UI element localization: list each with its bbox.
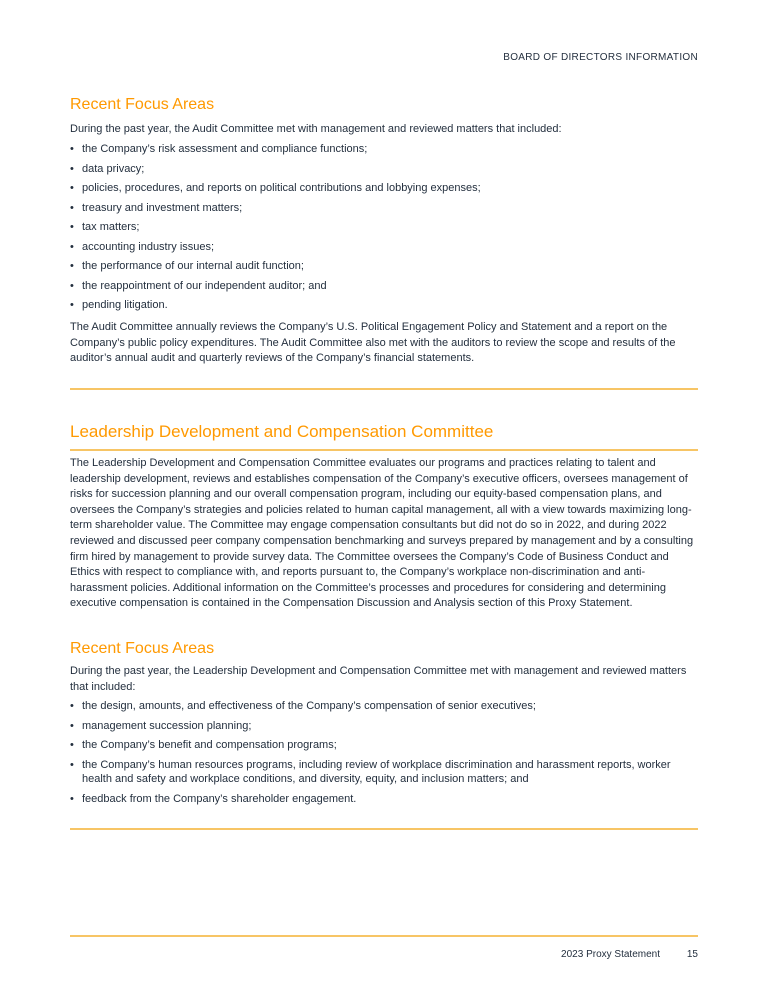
- list-item: • the performance of our internal audit function;: [70, 259, 698, 274]
- ldcc-heading: Leadership Development and Compensation Committee: [70, 422, 494, 441]
- section-divider: [70, 828, 698, 830]
- list-item: • the reappointment of our independent auditor; and: [70, 279, 698, 294]
- list-item: • feedback from the Company’s shareholder engagement.: [70, 792, 698, 807]
- list-item: • the Company’s risk assessment and compliance functions;: [70, 142, 698, 157]
- audit-focus-heading: Recent Focus Areas: [70, 96, 215, 113]
- audit-closing-paragraph: The Audit Committee annually reviews the Company’s U.S. Political Engagement Policy and Statement and a report on the Company’s public policy expenditures. The Audit Committee also met with the auditors to review the scope and results of the auditor’s annual audit and quarterly reviews of the Company’s financial statements.: [70, 321, 676, 365]
- list-item: • the Company’s human resources programs, including review of workplace discrimination and harassment reports, worker health and safety and workplace conditions, and diversity, equity, and inclusion matters; and: [70, 758, 698, 787]
- list-item: • the design, amounts, and effectiveness of the Company’s compensation of senior executives;: [70, 699, 698, 714]
- list-item: • management succession planning;: [70, 719, 698, 734]
- list-item: • pending litigation.: [70, 298, 698, 313]
- ldcc-focus-intro: During the past year, the Leadership Development and Compensation Committee met with management and reviewed matters that included:: [70, 665, 687, 693]
- page-number: 15: [686, 949, 698, 960]
- list-item: • tax matters;: [70, 220, 698, 235]
- list-item: • accounting industry issues;: [70, 240, 698, 255]
- ldcc-description: The Leadership Development and Compensation Committee evaluates our programs and practices relating to talent and leadership development, reviews and establishes compensation of the Company’s executive officers, oversees management of risks for succession planning and our overall compensation program, including our equity-based compensation plans, and oversees the Company’s strategies and policies related to human capital management, all with a view towards maximizing long-term shareholder value. The Committee may engage compensation consultants but did not do so in 2022, and during 2022 reviewed and discussed peer company compensation benchmarking and surveys prepared by management and by a consulting firm hired by management to provide survey data. The Committee oversees the Company’s Code of Business Conduct and Ethics with respect to compliance with, and reports pursuant to, the Company’s workplace non-discrimination and anti-harassment policies. Additional information on the Committee’s processes and procedures for considering and determining executive compensation is contained in the Compensation Discussion and Analysis section of this Proxy Statement.: [70, 457, 694, 610]
- ldcc-focus-list: [70, 699, 698, 811]
- audit-focus-intro: During the past year, the Audit Committee met with management and reviewed matters that included:: [70, 123, 562, 135]
- footer-document-title: 2023 Proxy Statement: [561, 949, 660, 960]
- list-item: • data privacy;: [70, 162, 698, 177]
- audit-focus-list: [70, 142, 698, 318]
- list-item: • the Company’s benefit and compensation programs;: [70, 738, 698, 753]
- list-item: • policies, procedures, and reports on political contributions and lobbying expenses;: [70, 181, 698, 196]
- section-header: BOARD OF DIRECTORS INFORMATION: [503, 52, 698, 63]
- ldcc-focus-heading: Recent Focus Areas: [70, 640, 215, 657]
- section-divider: [70, 388, 698, 390]
- list-item: • treasury and investment matters;: [70, 201, 698, 216]
- heading-underline: [70, 449, 698, 451]
- footer-rule: [70, 935, 698, 937]
